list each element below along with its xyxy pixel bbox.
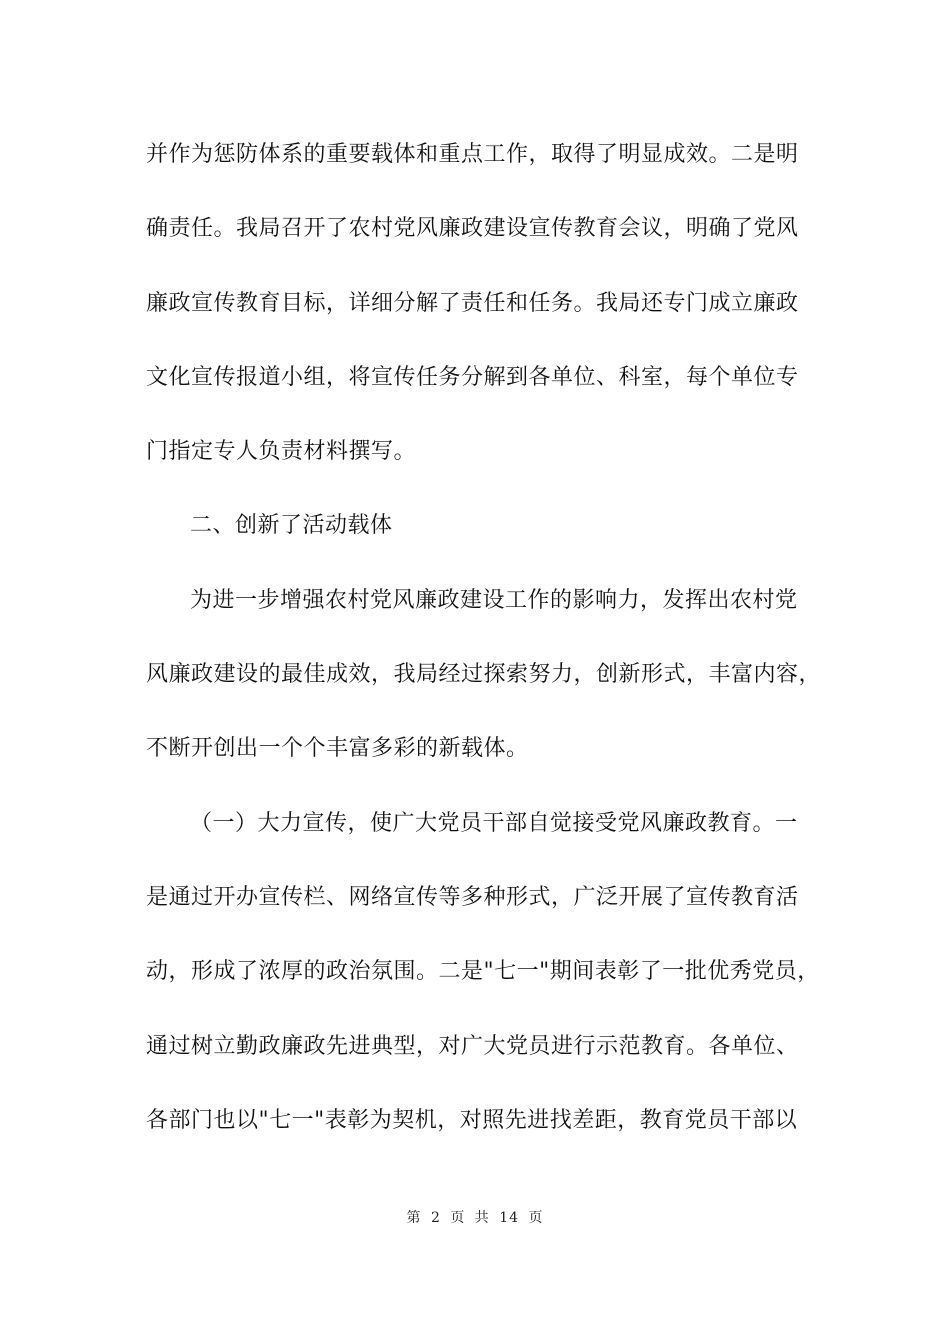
body-text-line: 为进一步增强农村党风廉政建设工作的影响力，发挥出农村党 xyxy=(190,588,798,613)
body-text-line: 不断开创出一个个丰富多彩的新载体。 xyxy=(146,736,529,761)
body-text-line: 并作为惩防体系的重要载体和重点工作，取得了明显成效。二是明 xyxy=(146,142,799,167)
subsection-heading-line: （一）大力宣传，使广大党员干部自觉接受党风廉政教育。一 xyxy=(190,811,798,836)
body-text-line: 风廉政建设的最佳成效，我局经过探索努力，创新形式，丰富内容， xyxy=(146,662,822,687)
footer-prefix: 第 xyxy=(406,1210,422,1226)
body-text-line: 确责任。我局召开了农村党风廉政建设宣传教育会议，明确了党风 xyxy=(146,216,799,241)
body-text-line: 通过树立勤政廉政先进典型，对广大党员进行示范教育。各单位、 xyxy=(146,1034,799,1059)
footer-total-word: 共 xyxy=(474,1210,490,1226)
footer-current-page: 2 xyxy=(430,1210,441,1226)
body-text-line: 文化宣传报道小组，将宣传任务分解到各单位、科室，每个单位专 xyxy=(146,365,799,390)
body-text-line: 廉政宣传教育目标，详细分解了责任和任务。我局还专门成立廉政 xyxy=(146,291,799,316)
body-text-line: 各部门也以"七一"表彰为契机，对照先进找差距，教育党员干部以 xyxy=(146,1108,798,1133)
page-footer xyxy=(0,1208,950,1228)
section-heading: 二、创新了活动载体 xyxy=(190,513,393,538)
body-text-line: 是通过开办宣传栏、网络宣传等多种形式，广泛开展了宣传教育活 xyxy=(146,885,799,910)
body-text-line: 门指定专人负责材料撰写。 xyxy=(146,439,417,464)
footer-page-word: 页 xyxy=(450,1210,466,1226)
footer-total-pages: 14 xyxy=(499,1210,520,1226)
footer-suffix: 页 xyxy=(528,1210,544,1226)
body-text-line: 动，形成了浓厚的政治氛围。二是"七一"期间表彰了一批优秀党员， xyxy=(146,959,820,984)
